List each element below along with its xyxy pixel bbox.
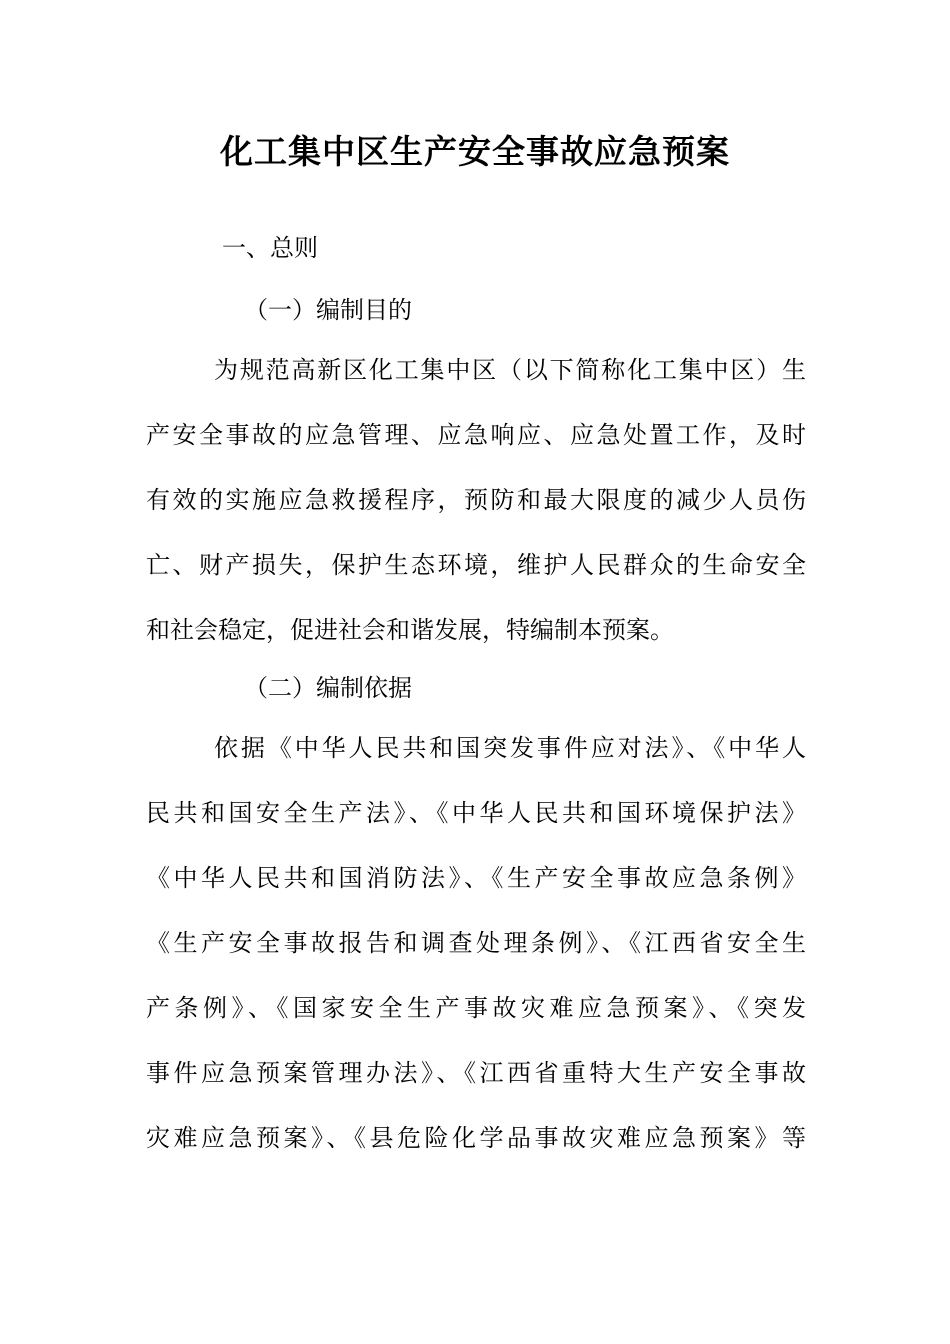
paragraph-line: 和社会稳定，促进社会和谐发展，特编制本预案。 [146, 616, 674, 644]
paragraph-purpose [146, 338, 806, 663]
paragraph-line: 产条例》、《国家安全生产事故灾难应急预案》、《突发 [146, 994, 806, 1022]
paragraph-line: 民共和国安全生产法》、《中华人民共和国环境保护法》 [146, 799, 806, 827]
document-title: 化工集中区生产安全事故应急预案 [220, 132, 730, 171]
paragraph-line: 《中华人民共和国消防法》、《生产安全事故应急条例》 [146, 864, 806, 892]
paragraph-line: 灾难应急预案》、《县危险化学品事故灾难应急预案》等 [146, 1124, 806, 1152]
paragraph-line: 为规范高新区化工集中区（以下简称化工集中区）生 [214, 356, 806, 384]
section-heading-general: 一、总则 [222, 234, 318, 262]
paragraph-line: 事件应急预案管理办法》、《江西省重特大生产安全事故 [146, 1059, 806, 1087]
paragraph-line: 产安全事故的应急管理、应急响应、应急处置工作，及时 [146, 421, 806, 449]
paragraph-line: 亡、财产损失，保护生态环境，维护人民群众的生命安全 [146, 551, 806, 579]
paragraph-line: 有效的实施应急救援程序，预防和最大限度的减少人员伤 [146, 486, 806, 514]
paragraph-basis [146, 716, 806, 1171]
subsection-heading-purpose: （一）编制目的 [244, 296, 412, 324]
paragraph-line: 依据《中华人民共和国突发事件应对法》、《中华人 [214, 734, 806, 762]
paragraph-line: 《生产安全事故报告和调查处理条例》、《江西省安全生 [146, 929, 806, 957]
subsection-heading-basis: （二）编制依据 [244, 674, 412, 702]
